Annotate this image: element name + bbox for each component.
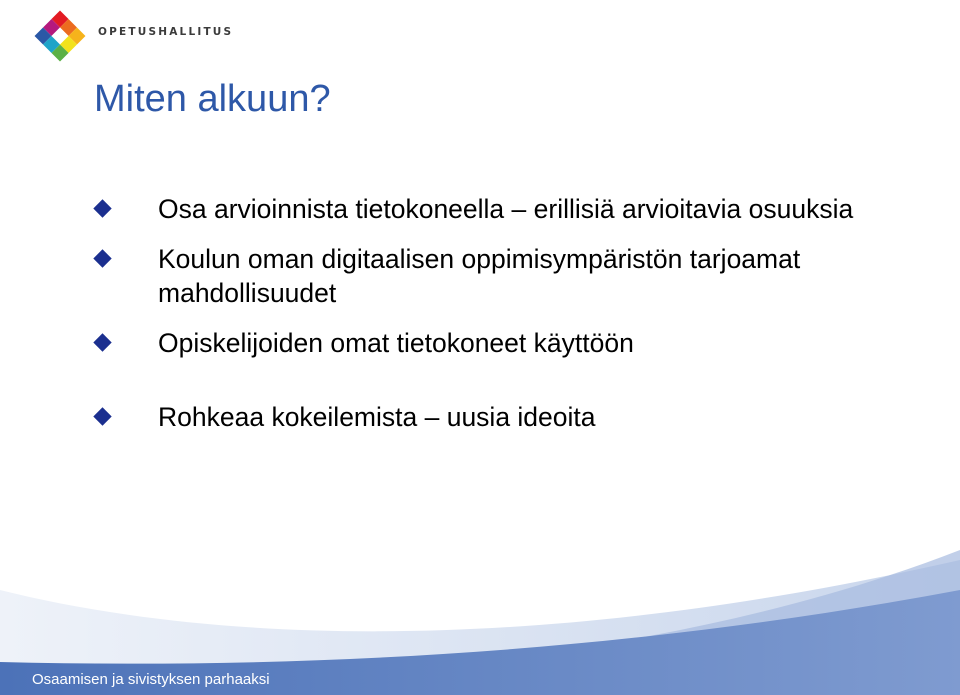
- footer-tagline: Osaamisen ja sivistyksen parhaaksi: [32, 671, 270, 688]
- bullet-text: Opiskelijoiden omat tietokoneet käyttöön: [158, 328, 634, 358]
- diamond-bullet-icon: [93, 249, 111, 267]
- bullet-text: Osa arvioinnista tietokoneella – erillisiä arvioitavia osuuksia: [158, 194, 854, 224]
- diamond-bullet-icon: [93, 199, 111, 217]
- bullet-item: [90, 400, 930, 434]
- bullet-list: [90, 192, 930, 434]
- bullet-text: Koulun oman digitaalisen oppimisympäristön tarjoamat mahdollisuudet: [158, 244, 801, 308]
- diamond-bullet-icon: [93, 407, 111, 425]
- bullet-item: [90, 326, 930, 360]
- slide-title: Miten alkuun?: [94, 78, 331, 120]
- diamond-bullet-icon: [93, 333, 111, 351]
- bullet-text: Rohkeaa kokeilemista – uusia ideoita: [158, 402, 596, 432]
- organization-name: OPETUSHALLITUS: [98, 26, 234, 38]
- opetushallitus-logo-icon: [30, 6, 90, 66]
- bullet-item: [90, 192, 930, 226]
- bullet-item: [90, 242, 930, 310]
